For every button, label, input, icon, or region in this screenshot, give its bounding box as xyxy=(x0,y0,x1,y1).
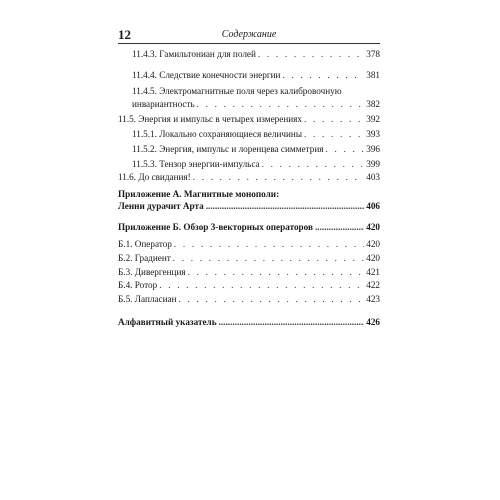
toc-entry[interactable] xyxy=(118,280,380,291)
toc-entry[interactable] xyxy=(118,267,380,278)
toc-entry-title: Приложение Б. Обзор 3-векторных операторов xyxy=(118,222,313,232)
toc-leader-dots xyxy=(179,294,365,305)
page-number: 12 xyxy=(118,27,131,42)
toc-entry-page: 426 xyxy=(366,317,380,327)
toc-leader-dots xyxy=(315,222,364,233)
toc-entry-page: 420 xyxy=(366,222,380,232)
toc-entry[interactable] xyxy=(132,159,380,170)
toc-entry-title-line1: Приложение А. Магнитные монополи: xyxy=(118,189,280,199)
toc-entry[interactable] xyxy=(118,201,380,212)
toc-leader-dots xyxy=(262,159,365,170)
toc-leader-dots xyxy=(174,239,364,250)
toc-leader-dots xyxy=(304,129,364,140)
toc-entry-page: 421 xyxy=(366,267,380,277)
toc-entry-title: 11.5.3. Тензор энергии-импульса xyxy=(132,159,260,169)
toc-leader-dots xyxy=(326,144,365,155)
toc-entry-page: 420 xyxy=(366,253,380,263)
toc-entry[interactable] xyxy=(118,239,380,250)
toc-entry-title: Б.3. Дивергенция xyxy=(118,267,186,277)
toc-entry[interactable] xyxy=(118,317,380,328)
toc-entry-page: 420 xyxy=(366,239,380,249)
toc-leader-dots xyxy=(159,280,364,291)
toc-entry-page: 382 xyxy=(366,99,380,109)
toc-entry-title: 11.5.1. Локально сохраняющиеся величины xyxy=(132,129,302,139)
toc-leader-dots xyxy=(173,253,364,264)
toc-leader-dots xyxy=(206,201,364,212)
toc-entry-page: 381 xyxy=(366,70,380,80)
toc-entry-title: 11.5. Энергия и импульс в четырех измерениях xyxy=(118,114,302,124)
toc-entry-page: 423 xyxy=(366,294,380,304)
toc-leader-dots xyxy=(304,114,364,125)
toc-entry-title: Ленни дурачит Арта xyxy=(118,201,204,211)
toc-entry-page: 406 xyxy=(366,201,380,211)
toc-entry[interactable] xyxy=(118,222,380,233)
toc-leader-dots xyxy=(258,49,364,60)
toc-leader-dots xyxy=(219,317,365,328)
toc-leader-dots xyxy=(197,99,365,110)
toc-entry-title: 11.5.2. Энергия, импульс и лоренцева симметрия xyxy=(132,144,324,154)
toc-leader-dots xyxy=(193,172,365,183)
toc-entry-page: 399 xyxy=(366,159,380,169)
toc-entry-title-line1: 11.4.5. Электромагнитные поля через калибровочную xyxy=(132,86,342,96)
toc-entry-title: 11.4.3. Гамильтониан для полей xyxy=(132,49,256,59)
toc-entry-page: 396 xyxy=(366,144,380,154)
toc-entry[interactable] xyxy=(132,99,380,110)
toc-entry-title: инвариантность xyxy=(132,99,195,109)
toc-entry-page: 422 xyxy=(366,280,380,290)
toc-entry[interactable] xyxy=(132,70,380,81)
toc-entry-title: Б.4. Ротор xyxy=(118,280,158,290)
toc-leader-dots xyxy=(188,267,365,278)
running-header: Содержание xyxy=(221,29,277,40)
toc-entry-title: Б.1. Оператор xyxy=(118,239,172,249)
toc-entry[interactable] xyxy=(118,114,380,125)
toc-entry-page: 392 xyxy=(366,114,380,124)
toc-entry-page: 393 xyxy=(366,129,380,139)
toc-entry[interactable] xyxy=(118,253,380,264)
toc-entry-title: 11.4.4. Следствие конечности энергии xyxy=(132,70,281,80)
toc-entry[interactable] xyxy=(118,172,380,183)
toc-entry-title: 11.6. До свидания! xyxy=(118,172,191,182)
toc-entry-page: 403 xyxy=(366,172,380,182)
toc-entry-title: Б.2. Градиент xyxy=(118,253,171,263)
toc-leader-dots xyxy=(282,70,364,81)
toc-entry[interactable] xyxy=(132,129,380,140)
toc-entry-title: Алфавитный указатель xyxy=(118,317,217,327)
toc-entry-title: Б.5. Лапласиан xyxy=(118,294,177,304)
toc-entry-page: 378 xyxy=(366,49,380,59)
toc-entry[interactable] xyxy=(132,49,380,60)
toc-entry[interactable] xyxy=(132,144,380,155)
table-of-contents xyxy=(118,0,380,500)
toc-entry[interactable] xyxy=(118,294,380,305)
